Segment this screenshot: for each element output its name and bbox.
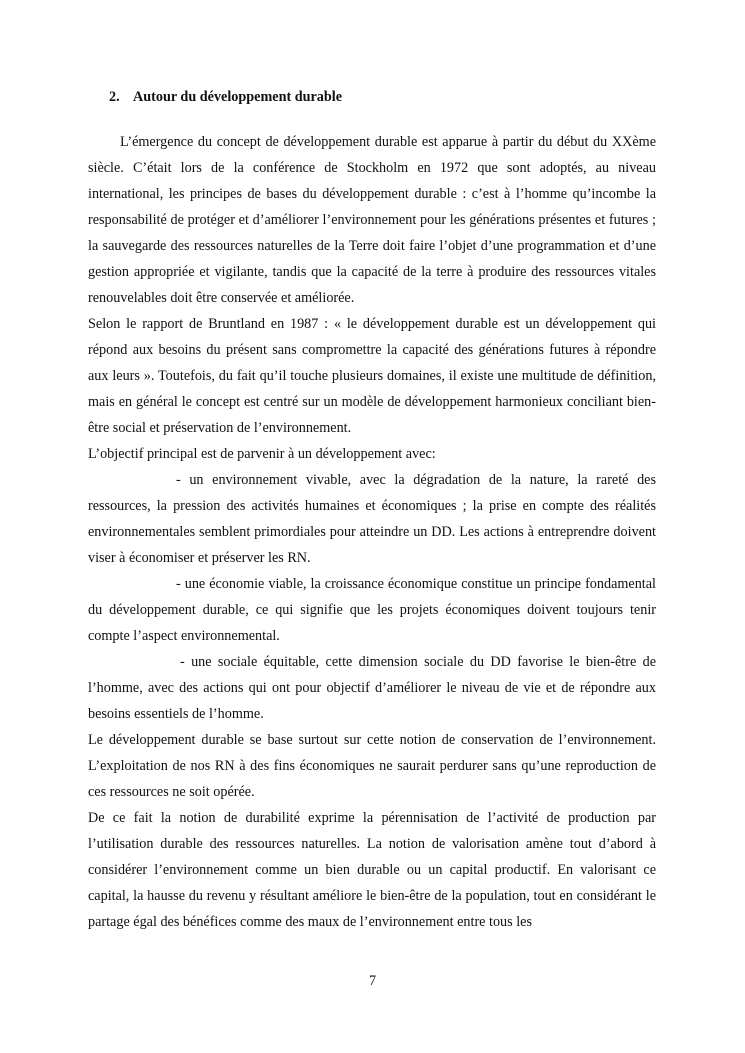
page-number: 7 [368,973,377,989]
list-item-economy: - une économie viable, la croissance économique constitue un principe fondamental du développement durable, ce qui signifie que les projets économiques doivent toujours tenir compte l’aspect environnemental. [88,576,656,644]
paragraph-bruntland: Selon le rapport de Bruntland en 1987 : « le développement durable est un développement qui répond aux besoins du présent sans compromettre la capacité des générations futures à répondre aux leurs ». Toutefois, du fait qu’il touche plusieurs domaines, il existe une multitude de définition, mais en général le concept est centré sur un modèle de développement harmonieux conciliant bien-être social et préservation de l’environnement. [88,316,656,436]
paragraph-intro: L’émergence du concept de développement durable est apparue à partir du début du XXème siècle. C’était lors de la conférence de Stockholm en 1972 que sont adoptés, au niveau international, les principes de bases du développement durable : c’est à l’homme qu’incombe la responsabilité de protéger et d’améliorer l’environnement pour les générations présentes et futures ; la sauvegarde des ressources naturelles de la Terre doit faire l’objet d’une programmation et d’une gestion appropriée et vigilante, tandis que la capacité de la terre à produire des ressources vitales renouvelables doit être conservée et améliorée. [88,134,656,306]
paragraph-conservation: Le développement durable se base surtout sur cette notion de conservation de l’environnement. L’exploitation de nos RN à des fins économiques ne saurait perdurer sans qu’une reproduction de ces ressources ne soit opérée. [88,732,656,800]
list-item-social: - une sociale équitable, cette dimension sociale du DD favorise le bien-être de l’homme, avec des actions qui ont pour objectif d’améliorer le niveau de vie et de répondre aux besoins essentiels de l’homme. [88,654,656,722]
section-number: 2. [109,89,120,105]
list-item-environment: - un environnement vivable, avec la dégradation de la nature, la rareté des ressources, la pression des activités humaines et économiques ; la prise en compte des réalités environnementales semblent primordiales pour atteindre un DD. Les actions à entreprendre doivent viser à économiser et préserver les RN. [88,472,656,566]
paragraph-objective: L’objectif principal est de parvenir à un développement avec: [88,446,436,462]
section-heading [109,88,342,106]
section-title: Autour du développement durable [133,89,343,105]
body-text [88,129,656,935]
paragraph-durability: De ce fait la notion de durabilité exprime la pérennisation de l’activité de production par l’utilisation durable des ressources naturelles. La notion de valorisation amène tout d’abord à considérer l’environnement comme un bien durable ou un capital productif. En valorisant ce capital, la hausse du revenu y résultant améliore le bien-être de la population, tout en considérant le partage égal des bénéfices comme des maux de l’environnement entre tous les [88,810,656,930]
